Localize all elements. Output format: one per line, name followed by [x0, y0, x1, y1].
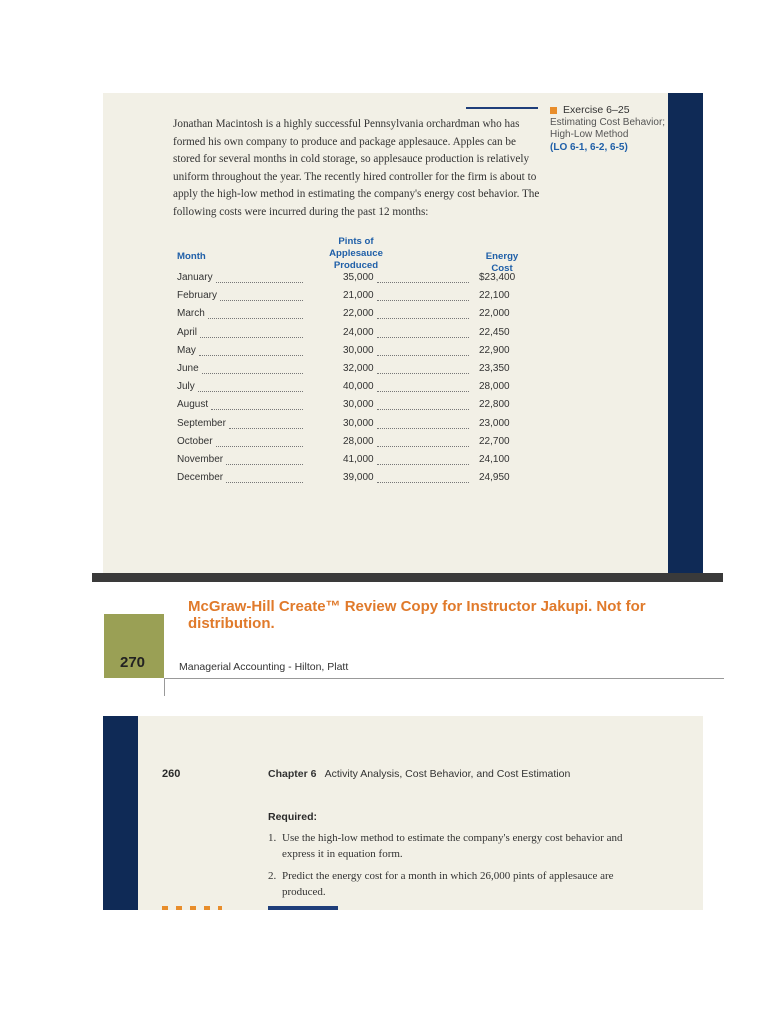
- leader-dots: [208, 309, 303, 319]
- header-pints-line2: Applesauce Produced: [329, 248, 383, 271]
- page-edge-strip-left: [103, 716, 138, 910]
- leader-dots: [377, 346, 469, 356]
- cell-energy-cost: $23,400: [479, 272, 516, 283]
- requirement-number: 1.: [268, 832, 277, 844]
- cell-pints: 28,000: [343, 435, 374, 447]
- leader-dots: [226, 455, 303, 465]
- cell-month: July: [177, 381, 195, 393]
- review-copy-notice: McGraw-Hill Create™ Review Copy for Instructor Jakupi. Not for distribution.: [188, 598, 646, 632]
- chapter-title: Activity Analysis, Cost Behavior, and Cost Estimation: [324, 768, 571, 780]
- header-rule: [466, 107, 538, 109]
- page2-number: 260: [162, 768, 181, 780]
- cell-energy-cost: 23,350: [479, 363, 510, 374]
- leader-dots: [377, 291, 469, 301]
- cell-energy-cost: 23,000: [479, 417, 510, 429]
- cell-month: October: [177, 435, 213, 447]
- cell-month: December: [177, 472, 224, 484]
- cell-month: September: [177, 417, 226, 429]
- cell-pints: 41,000: [343, 454, 374, 465]
- header-pints-line1: Pints of: [338, 236, 374, 247]
- exercise-title: Exercise 6–25: [563, 104, 630, 116]
- footer-tick: [164, 678, 165, 696]
- requirement-item: [268, 868, 628, 900]
- cell-energy-cost: 22,000: [479, 308, 510, 320]
- leader-dots: [377, 273, 469, 283]
- leader-dots: [377, 309, 469, 319]
- exercise-label: [550, 104, 668, 154]
- table-row: [177, 306, 527, 324]
- table-row: [177, 434, 527, 452]
- table-row: [177, 288, 527, 306]
- exercise-intro-text: Jonathan Macintosh is a highly successful Pennsylvania orchardman who has formed his own company to produce and package applesauce. Apples can be stored for several months in cold storage, so applesauce production is relatively uniform throughout the year. The recently hired controller for the firm is about to apply the high-low method in estimating the company's energy cost behavior. The following costs were incurred during the past 12 months:: [173, 118, 540, 218]
- page-number: 270: [120, 654, 146, 671]
- cell-pints: 32,000: [343, 363, 374, 374]
- cell-month: March: [177, 308, 205, 320]
- exercise-topic-2: High-Low Method: [550, 129, 629, 140]
- exercise-topic-1: Estimating Cost Behavior;: [550, 116, 666, 128]
- table-row: [177, 416, 527, 434]
- cell-energy-cost: 28,000: [479, 381, 510, 393]
- cell-energy-cost: 22,450: [479, 326, 510, 338]
- cell-month: August: [177, 399, 209, 411]
- cell-energy-cost: 24,100: [479, 454, 510, 465]
- required-heading: Required:: [268, 811, 318, 823]
- requirement-item: [268, 830, 628, 862]
- cell-energy-cost: 22,800: [479, 399, 510, 411]
- cell-pints: 39,000: [343, 472, 374, 484]
- cell-pints: 24,000: [343, 326, 374, 338]
- leader-dots: [377, 400, 469, 410]
- leader-dots: [377, 437, 469, 447]
- leader-dots: [200, 328, 303, 338]
- leader-dots: [216, 437, 303, 447]
- leader-dots: [199, 346, 303, 356]
- cell-pints: 30,000: [343, 399, 374, 411]
- chapter-label: Chapter 6: [268, 768, 317, 780]
- leader-dots: [216, 273, 303, 283]
- page-divider-bar: [92, 573, 723, 582]
- cell-energy-cost: 22,900: [479, 344, 510, 356]
- leader-dots: [229, 419, 303, 429]
- leader-dots: [377, 419, 469, 429]
- book-title: Managerial Accounting - Hilton, Platt: [179, 661, 349, 673]
- cell-month: February: [177, 290, 218, 302]
- table-row: [177, 343, 527, 361]
- header-energy-cost: Energy Cost: [485, 251, 519, 274]
- leader-dots: [377, 455, 469, 465]
- cell-pints: 30,000: [343, 417, 374, 429]
- leader-dots: [377, 473, 469, 483]
- cell-month: November: [177, 454, 224, 465]
- requirement-text: Predict the energy cost for a month in which 26,000 pints of applesauce are produced.: [282, 870, 614, 898]
- cell-month: January: [177, 272, 213, 283]
- cell-pints: 35,000: [343, 272, 374, 283]
- table-row: [177, 325, 527, 343]
- requirement-text: Use the high-low method to estimate the company's energy cost behavior and express it in equation form.: [282, 832, 623, 860]
- leader-dots: [377, 382, 469, 392]
- learning-objectives: (LO 6-1, 6-2, 6-5): [550, 141, 628, 153]
- table-row: [177, 379, 527, 397]
- leader-dots: [202, 364, 303, 374]
- table-row: [177, 452, 527, 470]
- cell-energy-cost: 22,100: [479, 290, 510, 302]
- table-row: [177, 361, 527, 379]
- leader-dots: [220, 291, 303, 301]
- leader-dots: [377, 364, 469, 374]
- next-heading-rule: [268, 906, 338, 910]
- chapter-heading: [268, 768, 570, 780]
- requirement-number: 2.: [268, 870, 277, 882]
- cell-pints: 30,000: [343, 344, 374, 356]
- table-row: [177, 270, 527, 288]
- page-edge-strip: [668, 93, 703, 573]
- cell-pints: 21,000: [343, 290, 374, 302]
- cell-energy-cost: 22,700: [479, 435, 510, 447]
- leader-dots: [377, 328, 469, 338]
- header-pints: [318, 236, 394, 272]
- table-row: [177, 470, 527, 488]
- footer-rule: [164, 678, 724, 679]
- cell-pints: 22,000: [343, 308, 374, 320]
- leader-dots: [211, 400, 303, 410]
- cell-month: June: [177, 363, 199, 374]
- cell-month: April: [177, 326, 198, 338]
- leader-dots: [198, 382, 303, 392]
- cell-pints: 40,000: [343, 381, 374, 393]
- header-month: Month: [177, 251, 206, 262]
- table-row: [177, 397, 527, 415]
- leader-dots: [226, 473, 303, 483]
- square-bullet-icon: [550, 107, 557, 114]
- cell-month: May: [177, 344, 196, 356]
- cell-energy-cost: 24,950: [479, 472, 510, 484]
- next-exercise-marker: [162, 906, 222, 910]
